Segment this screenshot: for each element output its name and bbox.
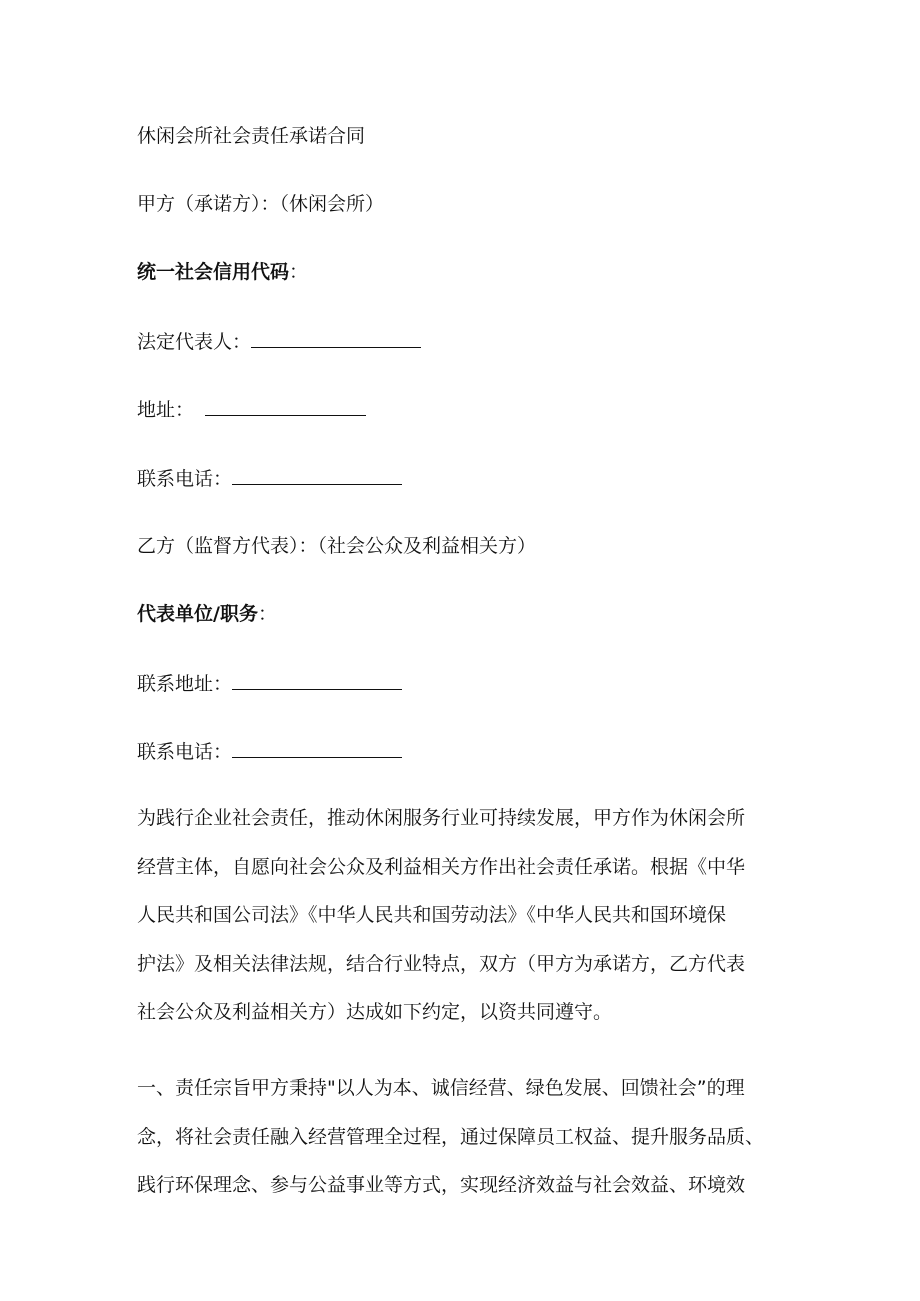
unit-label: 代表单位/职务	[137, 603, 258, 625]
document-title: 休闲会所社会责任承诺合同	[137, 125, 366, 147]
intro-paragraph	[137, 794, 787, 1037]
legal-rep-line	[137, 329, 421, 354]
phone-b-line	[137, 739, 402, 764]
contact-address-line	[137, 671, 402, 696]
legal-rep-blank	[251, 329, 421, 348]
section-1-paragraph	[137, 1064, 787, 1210]
contact-address-label: 联系地址：	[137, 673, 233, 695]
section-1-line: 一、责任宗旨甲方秉持"以人为本、诚信经营、绿色发展、回馈社会”的理	[137, 1077, 745, 1099]
intro-line: 护法》及相关法律法规，结合行业特点，双方（甲方为承诺方，乙方代表	[137, 952, 746, 975]
credit-code-line	[137, 260, 308, 284]
intro-line: 经营主体，自愿向社会公众及利益相关方作出社会责任承诺。根据《中华	[137, 855, 746, 878]
credit-code-label: 统一社会信用代码	[137, 261, 290, 283]
address-label: 地址：	[137, 399, 195, 421]
intro-line: 社会公众及利益相关方）达成如下约定，以资共同遵守。	[137, 1001, 613, 1023]
credit-code-colon: ：	[289, 261, 309, 283]
phone-a-line	[137, 466, 402, 491]
intro-line: 人民共和国公司法》《中华人民共和国劳动法》《中华人民共和国环境保	[137, 904, 727, 926]
legal-rep-label: 法定代表人：	[137, 331, 252, 353]
phone-a-blank	[232, 466, 402, 485]
party-a-line: 甲方（承诺方）：（休闲会所）	[137, 193, 385, 215]
address-blank	[205, 397, 366, 416]
intro-line: 为践行企业社会责任，推动休闲服务行业可持续发展，甲方作为休闲会所	[137, 807, 746, 829]
phone-b-label: 联系电话：	[137, 741, 233, 763]
section-1-line: 践行环保理念、参与公益事业等方式，实现经济效益与社会效益、环境效	[137, 1174, 746, 1196]
section-1-line: 念，将社会责任融入经营管理全过程，通过保障员工权益、提升服务品质、	[137, 1125, 765, 1148]
unit-colon: ：	[257, 603, 277, 625]
address-line	[137, 397, 366, 422]
unit-line	[137, 602, 277, 626]
contact-address-blank	[232, 671, 402, 690]
phone-b-blank	[232, 739, 402, 758]
party-b-line: 乙方（监督方代表）：（社会公众及利益相关方）	[137, 535, 537, 557]
phone-a-label: 联系电话：	[137, 468, 233, 490]
